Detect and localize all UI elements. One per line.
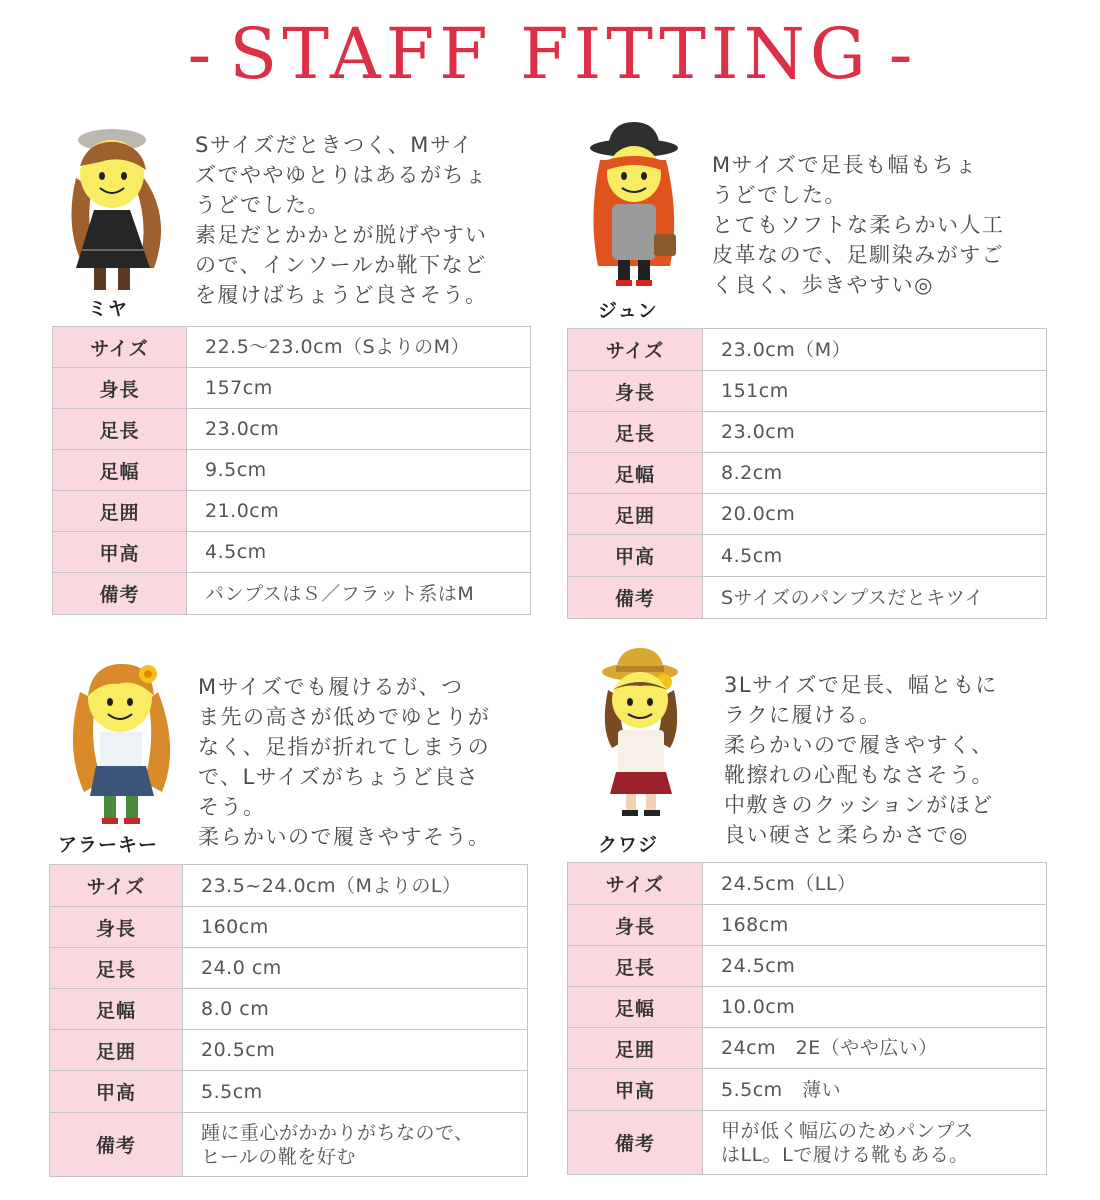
row-label: 甲高: [53, 532, 187, 573]
row-value-line: ヒールの靴を好む: [201, 1145, 356, 1168]
row-label: サイズ: [568, 329, 703, 371]
row-value: [183, 989, 528, 1030]
row-value-line: Sサイズのパンプスだとキツイ: [721, 586, 984, 609]
staff-comment: [198, 672, 491, 852]
row-value: [183, 1113, 528, 1177]
row-value: [703, 453, 1047, 494]
row-value: [703, 577, 1047, 619]
staff-name: ジュン: [598, 300, 658, 322]
row-value-line: 20.5cm: [201, 1039, 276, 1061]
table-row: [50, 865, 528, 907]
table-row: [568, 371, 1047, 412]
comment-line: 中敷きのクッションがほど: [724, 793, 994, 817]
row-label: サイズ: [53, 327, 187, 368]
table-row: [53, 450, 531, 491]
comment-line: を履けばちょうど良さそう。: [195, 283, 488, 307]
girl-straw-hat-avatar-icon: [582, 644, 702, 824]
table-row: [53, 491, 531, 532]
girl-beret-avatar-icon: [54, 118, 174, 298]
comment-line: ま先の高さが低めでゆとりが: [198, 705, 491, 729]
comment-line: 皮革なので、足馴染みがすご: [712, 243, 1005, 267]
girl-flower-avatar-icon: [62, 652, 182, 832]
comment-line: ラクに履ける。: [724, 703, 882, 727]
row-value-line: 21.0cm: [205, 500, 280, 522]
row-label: 甲高: [568, 535, 703, 577]
row-value-line: 踵に重心がかかりがちなので、: [201, 1121, 474, 1144]
row-label: 甲高: [50, 1071, 183, 1113]
row-value: [703, 1069, 1047, 1111]
row-value: [187, 491, 531, 532]
row-value-line: 168cm: [721, 914, 789, 936]
table-row: [50, 1071, 528, 1113]
row-value-line: 24cm 2E（やや広い）: [721, 1037, 938, 1059]
table-row: [53, 368, 531, 409]
row-value-line: 4.5cm: [721, 544, 783, 567]
comment-line: で、Lサイズがちょうど良さ: [198, 765, 480, 789]
table-row: [53, 409, 531, 450]
comment-line: 靴擦れの心配もなさそう。: [724, 763, 994, 787]
row-value: [703, 946, 1047, 987]
row-value: [703, 1111, 1047, 1175]
comment-line: 素足だとかかとが脱げやすい: [195, 223, 488, 247]
row-value: [183, 1071, 528, 1113]
row-label: 足囲: [568, 1028, 703, 1069]
comment-line: なく、足指が折れてしまうの: [198, 735, 491, 759]
row-value: [703, 1028, 1047, 1069]
table-row: [568, 905, 1047, 946]
title-word-fitting: FITTING: [520, 13, 871, 95]
page-title: [0, 14, 1100, 94]
row-label: 足幅: [53, 450, 187, 491]
row-value-line: 23.5~24.0cm（MよりのL）: [201, 874, 462, 897]
row-label: 備考: [50, 1113, 183, 1177]
row-value: [187, 409, 531, 450]
staff-comment: [724, 670, 998, 850]
comment-line: 3Lサイズで足長、幅ともに: [724, 673, 998, 697]
row-label: サイズ: [50, 865, 183, 907]
girl-fedora-avatar-icon: [574, 116, 694, 296]
row-value-line: 20.0cm: [721, 503, 796, 525]
row-value-line: 23.0cm: [205, 418, 280, 440]
table-row: [568, 535, 1047, 577]
row-label: 身長: [568, 371, 703, 412]
table-row: [50, 1030, 528, 1071]
row-label: 甲高: [568, 1069, 703, 1111]
row-value: [703, 905, 1047, 946]
row-value: [703, 987, 1047, 1028]
row-value-line: 151cm: [721, 380, 789, 402]
row-value: [183, 1030, 528, 1071]
comment-line: 柔らかいので履きやすく、: [724, 733, 994, 757]
table-row: [53, 532, 531, 573]
table-row: [568, 329, 1047, 371]
title-word-staff: STAFF: [229, 13, 493, 95]
row-value: [703, 412, 1047, 453]
row-value: [183, 865, 528, 907]
row-value: [703, 863, 1047, 905]
table-row: [568, 987, 1047, 1028]
row-label: 足囲: [50, 1030, 183, 1071]
comment-line: うどでした。: [712, 183, 847, 207]
staff-comment: [712, 150, 1005, 300]
comment-line: Sサイズだときつく、Mサイ: [195, 133, 474, 157]
row-value: [703, 494, 1047, 535]
row-value: [703, 371, 1047, 412]
row-value-line: 24.5cm: [721, 955, 796, 977]
comment-line: うどでした。: [195, 193, 330, 217]
table-row: [50, 1113, 528, 1177]
row-value-line: 160cm: [201, 916, 269, 938]
row-label: 身長: [53, 368, 187, 409]
table-row: [50, 948, 528, 989]
row-label: 備考: [53, 573, 187, 615]
row-value-line: 23.0cm（M）: [721, 338, 852, 361]
staff-name: ミヤ: [88, 298, 129, 320]
row-label: 足幅: [568, 453, 703, 494]
table-row: [568, 946, 1047, 987]
row-label: 足幅: [568, 987, 703, 1028]
row-value-line: 23.0cm: [721, 421, 796, 443]
row-value-line: 8.0 cm: [201, 998, 270, 1020]
row-value-line: 5.5cm 薄い: [721, 1078, 842, 1101]
fitting-spec-table: [49, 864, 528, 1177]
row-label: 身長: [50, 907, 183, 948]
comment-line: ズでややゆとりはあるがちょ: [195, 163, 488, 187]
title-dash-left: -: [187, 13, 212, 95]
table-row: [568, 1028, 1047, 1069]
row-value-line: 10.0cm: [721, 996, 796, 1018]
staff-name: アラーキー: [58, 834, 159, 856]
table-row: [568, 1069, 1047, 1111]
row-value-line: 24.0 cm: [201, 957, 282, 979]
table-row: [50, 989, 528, 1030]
comment-line: 良い硬さと柔らかさで◎: [724, 823, 969, 847]
comment-line: Mサイズでも履けるが、つ: [198, 675, 464, 699]
fitting-spec-table: [52, 326, 531, 615]
row-value-line: 5.5cm: [201, 1080, 263, 1103]
row-value: [187, 573, 531, 615]
row-value-line: 9.5cm: [205, 459, 267, 481]
comment-line: とてもソフトな柔らかい人工: [712, 213, 1005, 237]
row-value-line: 4.5cm: [205, 541, 267, 563]
row-value-line: はLL。Lで履ける靴もある。: [721, 1143, 969, 1166]
fitting-spec-table: [567, 328, 1047, 619]
row-value-line: 157cm: [205, 377, 273, 399]
table-row: [53, 573, 531, 615]
row-value-line: 8.2cm: [721, 462, 783, 484]
row-label: 足長: [568, 946, 703, 987]
row-value: [187, 327, 531, 368]
table-row: [50, 907, 528, 948]
row-label: 足長: [53, 409, 187, 450]
row-value: [187, 368, 531, 409]
table-row: [53, 327, 531, 368]
row-label: 足幅: [50, 989, 183, 1030]
row-value: [187, 450, 531, 491]
row-value: [183, 907, 528, 948]
table-row: [568, 577, 1047, 619]
row-value: [703, 329, 1047, 371]
row-value: [183, 948, 528, 989]
table-row: [568, 863, 1047, 905]
comment-line: 柔らかいので履きやすそう。: [198, 825, 491, 849]
row-label: 足長: [50, 948, 183, 989]
table-row: [568, 1111, 1047, 1175]
row-label: 備考: [568, 1111, 703, 1175]
row-value-line: 22.5～23.0cm（SよりのM）: [205, 336, 471, 358]
row-label: サイズ: [568, 863, 703, 905]
row-value: [703, 535, 1047, 577]
comment-line: そう。: [198, 795, 266, 819]
table-row: [568, 453, 1047, 494]
row-label: 足長: [568, 412, 703, 453]
staff-comment: [195, 130, 488, 310]
row-label: 足囲: [568, 494, 703, 535]
row-value-line: 甲が低く幅広のためパンプス: [721, 1119, 974, 1142]
table-row: [568, 494, 1047, 535]
table-row: [568, 412, 1047, 453]
row-value: [187, 532, 531, 573]
comment-line: Mサイズで足長も幅もちょ: [712, 153, 978, 177]
staff-name: クワジ: [598, 834, 659, 856]
fitting-spec-table: [567, 862, 1047, 1175]
row-value-line: パンプスはＳ／フラット系はM: [205, 582, 475, 605]
title-dash-right: -: [888, 13, 913, 95]
row-label: 身長: [568, 905, 703, 946]
row-label: 足囲: [53, 491, 187, 532]
row-label: 備考: [568, 577, 703, 619]
row-value-line: 24.5cm（LL）: [721, 872, 857, 895]
comment-line: く良く、歩きやすい◎: [712, 273, 934, 297]
comment-line: ので、インソールか靴下など: [195, 253, 487, 277]
